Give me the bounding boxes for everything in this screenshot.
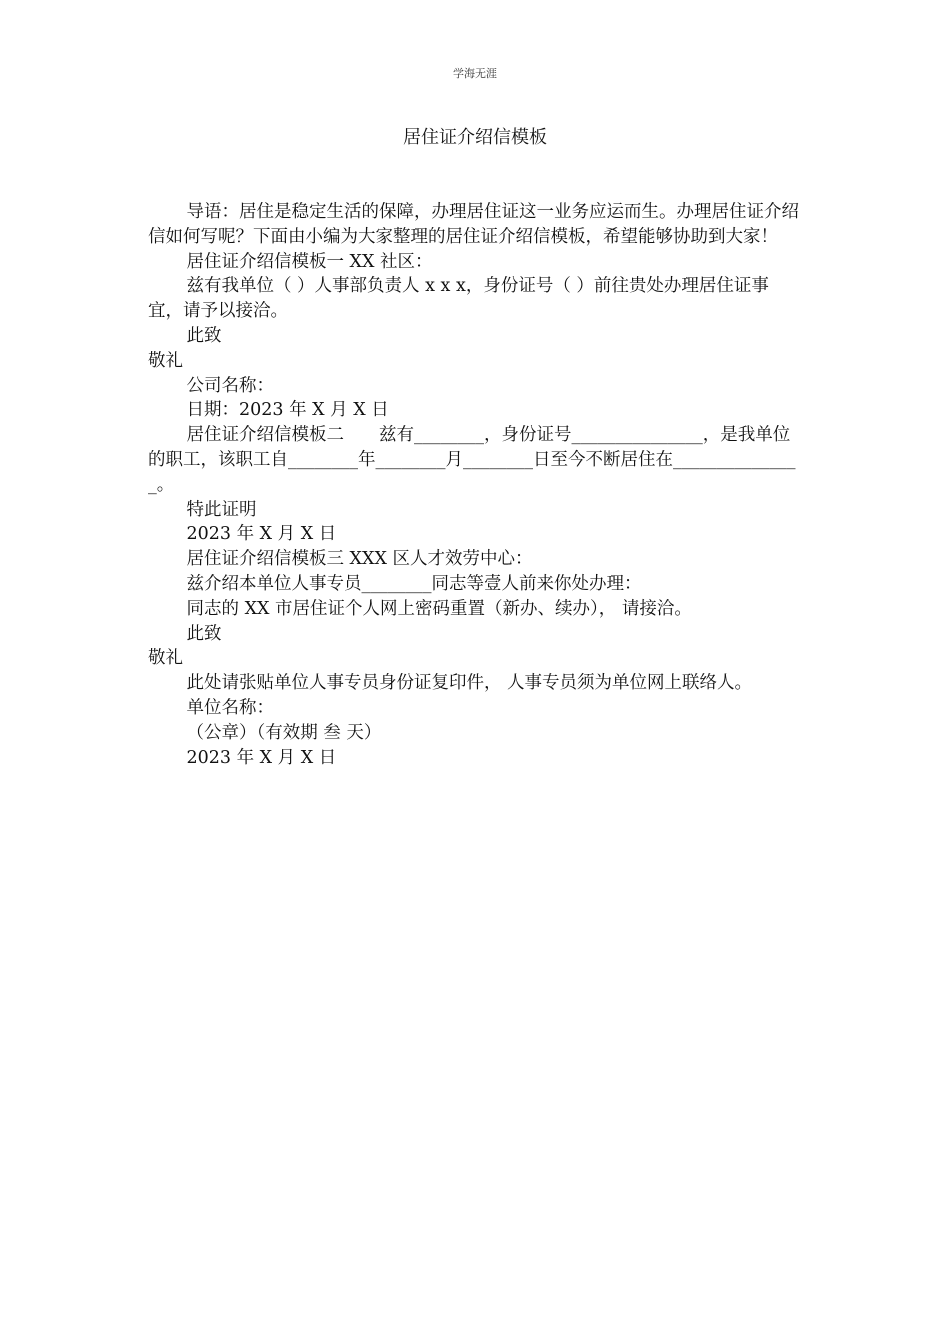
paragraph-intro: 导语：居住是稳定生活的保障，办理居住证这一业务应运而生。办理居住证介绍信如何写呢？下面由小编为大家整理的居住证介绍信模板，希望能够协助到大家！ (148, 202, 799, 247)
paragraph-date: 2023 年 X 月 X 日 (186, 524, 337, 545)
paragraph-date: 日期：2023 年 X 月 X 日 (186, 400, 389, 421)
paragraph-unit-name: 单位名称： (186, 697, 274, 718)
page-header: 学海无涯 (453, 67, 497, 80)
paragraph-regards: 敬礼 (148, 350, 183, 371)
paragraph-template-3-heading: 居住证介绍信模板三 XXX 区人才效劳中心： (186, 549, 533, 570)
paragraph-regards: 敬礼 (148, 648, 183, 669)
paragraph-template-1-heading: 居住证介绍信模板一 XX 社区： (186, 251, 433, 272)
paragraph-salutation: 此致 (186, 623, 222, 644)
paragraph-seal: （公章）（有效期 叁 天） (186, 722, 382, 743)
document-body (148, 200, 803, 770)
paragraph-id-copy-note: 此处请张贴单位人事专员身份证复印件， 人事专员须为单位网上联络人。 (186, 673, 753, 694)
paragraph-certify: 特此证明 (186, 499, 257, 520)
paragraph-company-name: 公司名称： (186, 375, 274, 396)
document-title: 居住证介绍信模板 (403, 127, 547, 148)
paragraph-template-3-detail: 同志的 XX 市居住证个人网上密码重置（新办、续办）， 请接洽。 (186, 598, 692, 619)
paragraph-date: 2023 年 X 月 X 日 (186, 747, 337, 768)
paragraph-template-3-body: 兹介绍本单位人事专员________同志等壹人前来你处办理： (186, 573, 642, 594)
paragraph-template-2: 居住证介绍信模板二 兹有________，身份证号_______________，是我单位的职工，该职工自________年________月________日至今不断居住在_______________。 (148, 425, 796, 495)
paragraph-template-1-body: 兹有我单位（ ）人事部负责人 x x x，身份证号（ ）前往贵处办理居住证事宜，请予以接洽。 (148, 276, 769, 322)
paragraph-salutation: 此致 (186, 325, 222, 346)
